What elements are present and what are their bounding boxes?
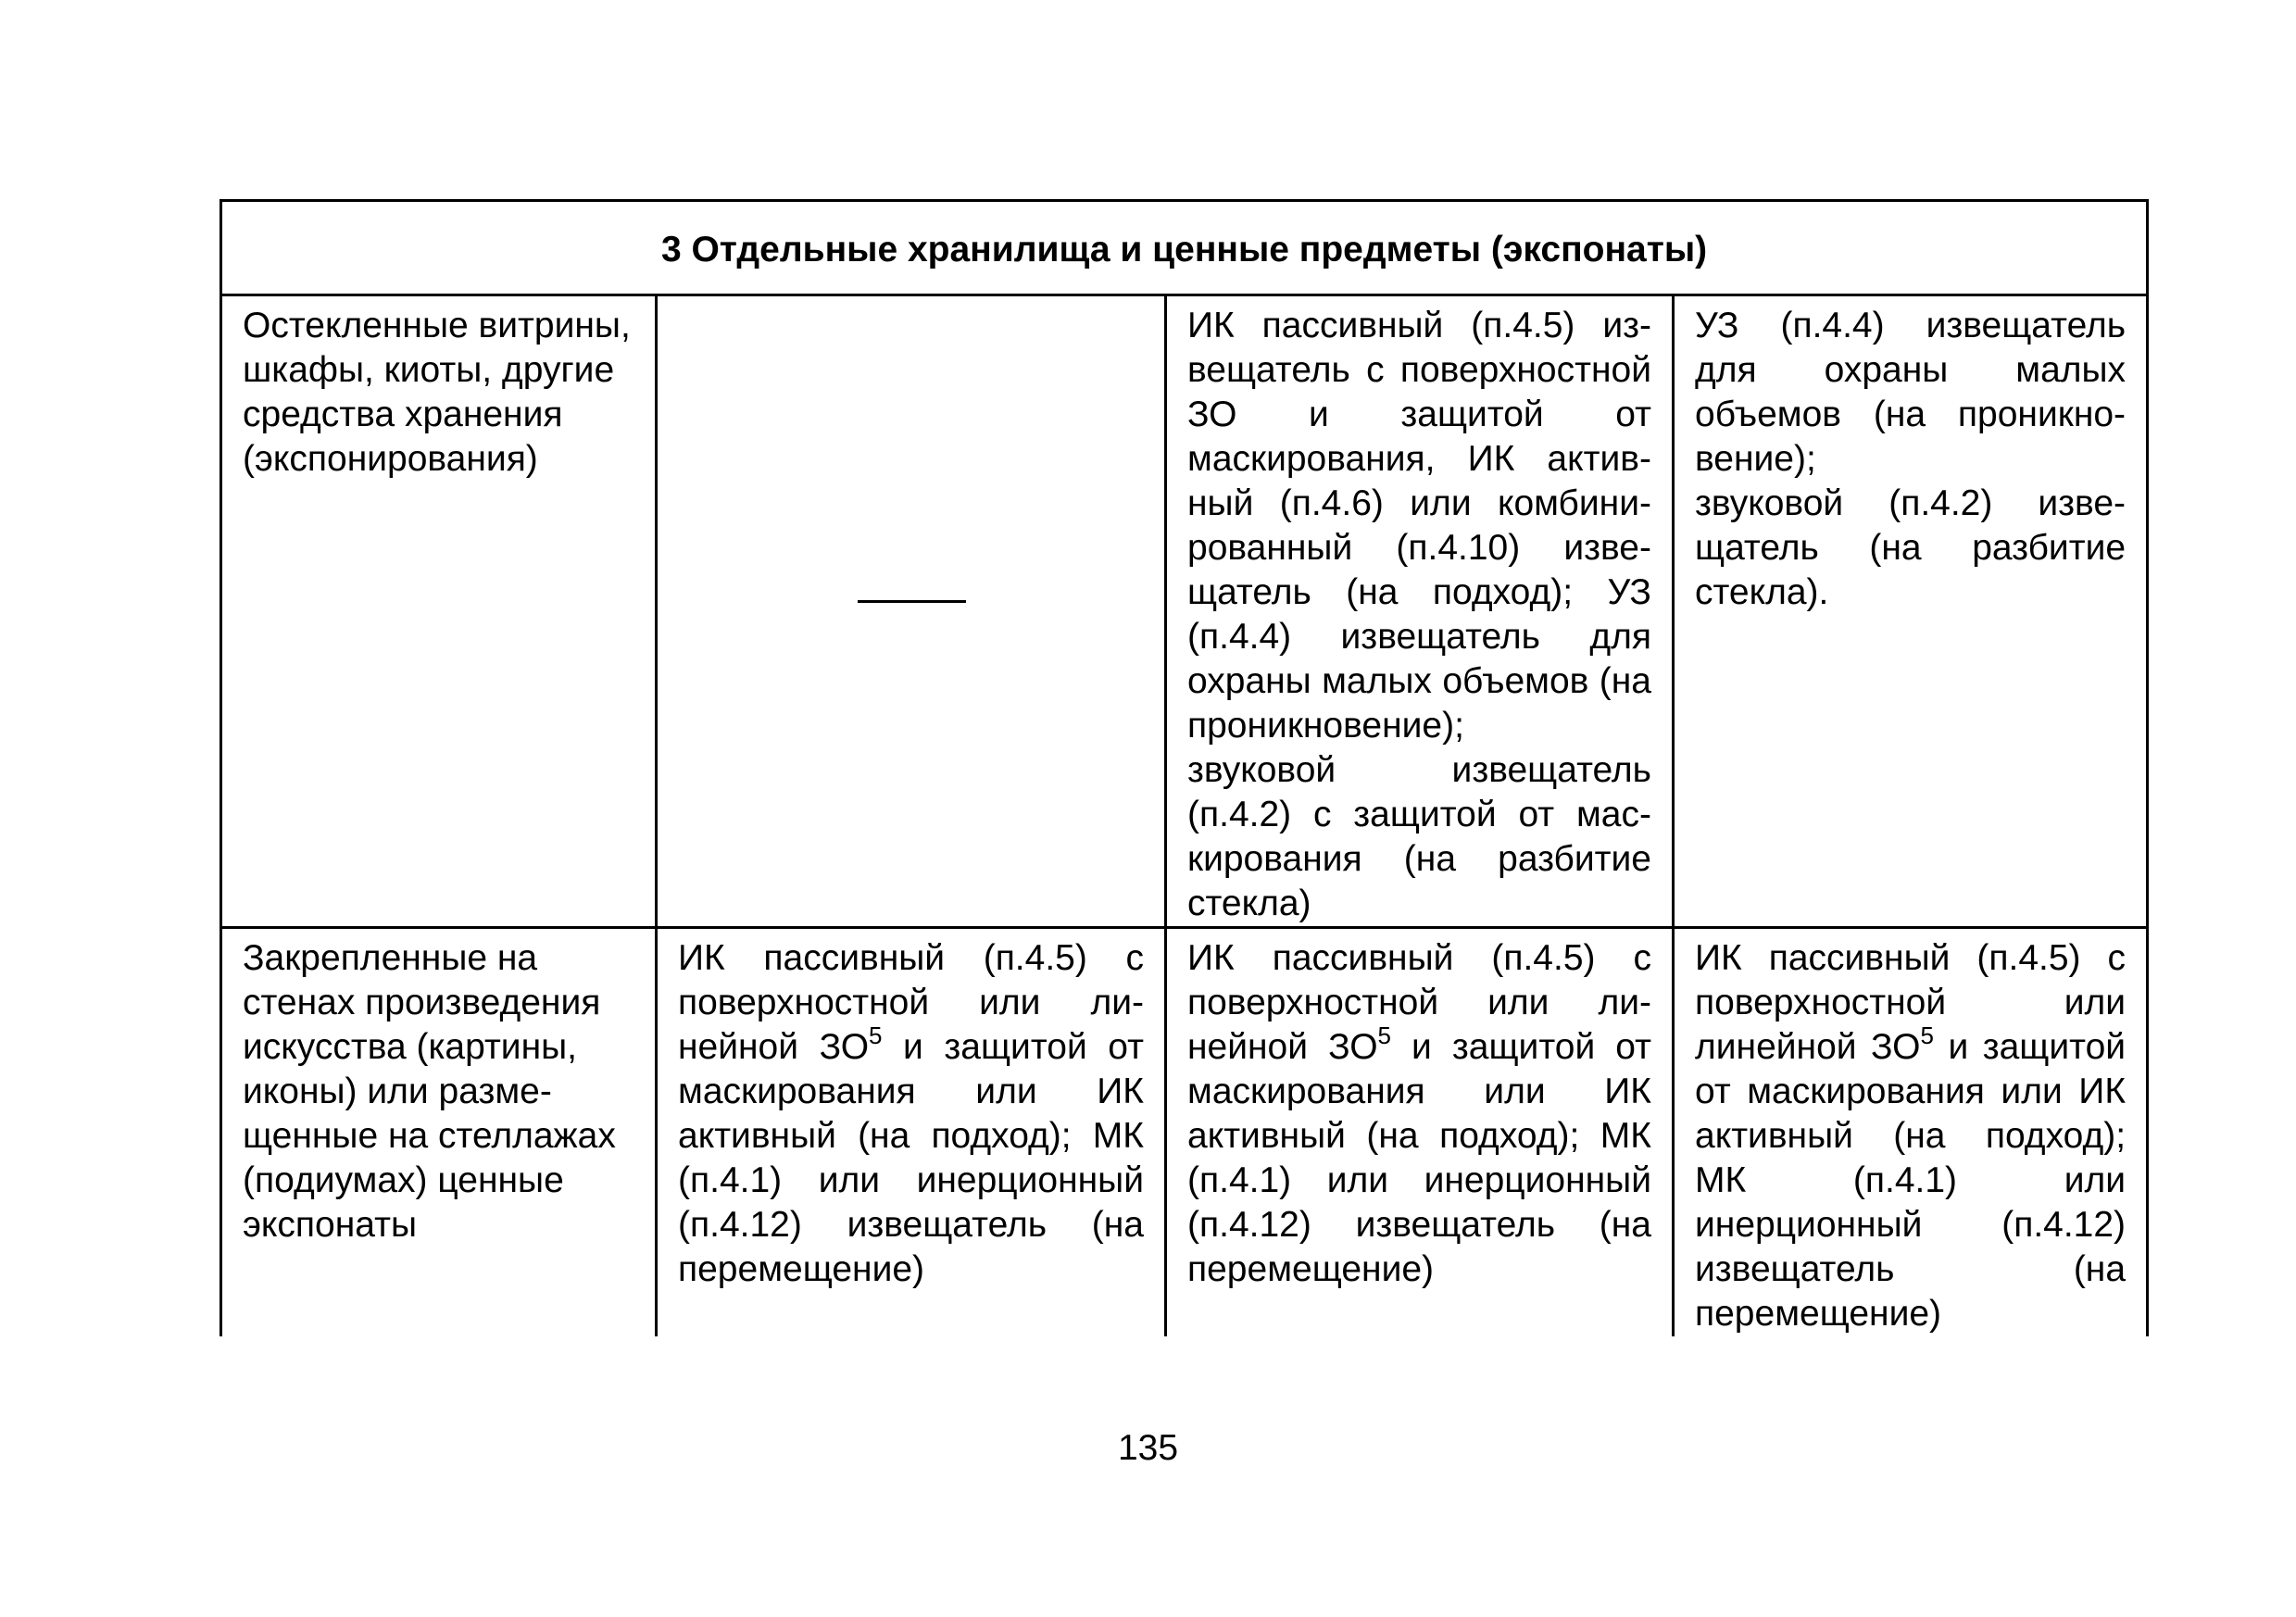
detector-cell: ИК пассивный (п.4.5) с поверхностной или линейной $ЗО^5$ и защитой от маскирования или ИК активный (на подход); МК (п.4.1) или инерционный (п.4.12) извещатель (на перемещение)	[1674, 928, 2148, 1337]
footnote-ref: 5	[1920, 1022, 1934, 1049]
detector-cell	[1674, 295, 2148, 928]
object-cell	[221, 928, 657, 1337]
requirements-table	[220, 199, 2149, 1336]
table-row	[221, 295, 2148, 928]
section-title: 3 Отдельные хранилища и ценные предметы (экспонаты)	[660, 229, 1708, 270]
object-text: Закрепленные на стенах произведения искусства (картины, иконы) или размещенные на стеллажах (подиумах) ценные экспонаты	[243, 938, 616, 1245]
detector-paragraph: УЗ (п.4.4) извещатель для охраны малых объемов (на проникновение);	[1695, 306, 2127, 479]
detector-cell: ИК пассивный (п.4.5) с поверхностной или линейной $ЗО^5$ и защитой от маскирования или ИК активный (на подход); МК (п.4.1) или инерционный (п.4.12) извещатель (на перемещение)	[657, 928, 1166, 1337]
dash-mark	[858, 600, 966, 603]
empty-cell	[657, 295, 1166, 928]
footnote-ref: 5	[1377, 1022, 1391, 1049]
detector-paragraph: звуковой (п.4.2) извещатель (на разбитие стекла).	[1695, 483, 2127, 612]
object-text: Остекленные витрины, шкафы, киоты, другие средства хранения (экспонирования)	[243, 306, 631, 479]
object-cell	[221, 295, 657, 928]
table-row	[221, 928, 2148, 1337]
page-number: 135	[1117, 1428, 1179, 1468]
footnote-ref: 5	[869, 1022, 883, 1049]
detector-paragraph: ИК пассивный (п.4.5) извещатель с поверхностной ЗО и защитой от маскирования, ИК активный (п.4.6) или комбинированный (п.4.10) извещатель (на подход); УЗ (п.4.4) извещатель для охраны малых объемов (на проникновение);	[1187, 306, 1651, 746]
detector-cell	[1166, 295, 1674, 928]
detector-paragraph: звуковой извещатель (п.4.2) с защитой от маскирования (на разбитие стекла)	[1187, 750, 1651, 923]
section-header-row	[221, 201, 2148, 295]
detector-cell: ИК пассивный (п.4.5) с поверхностной или линейной $ЗО^5$ и защитой от маскирования или ИК активный (на подход); МК (п.4.1) или инерционный (п.4.12) извещатель (на перемещение)	[1166, 928, 1674, 1337]
section-title-cell	[221, 201, 2148, 295]
